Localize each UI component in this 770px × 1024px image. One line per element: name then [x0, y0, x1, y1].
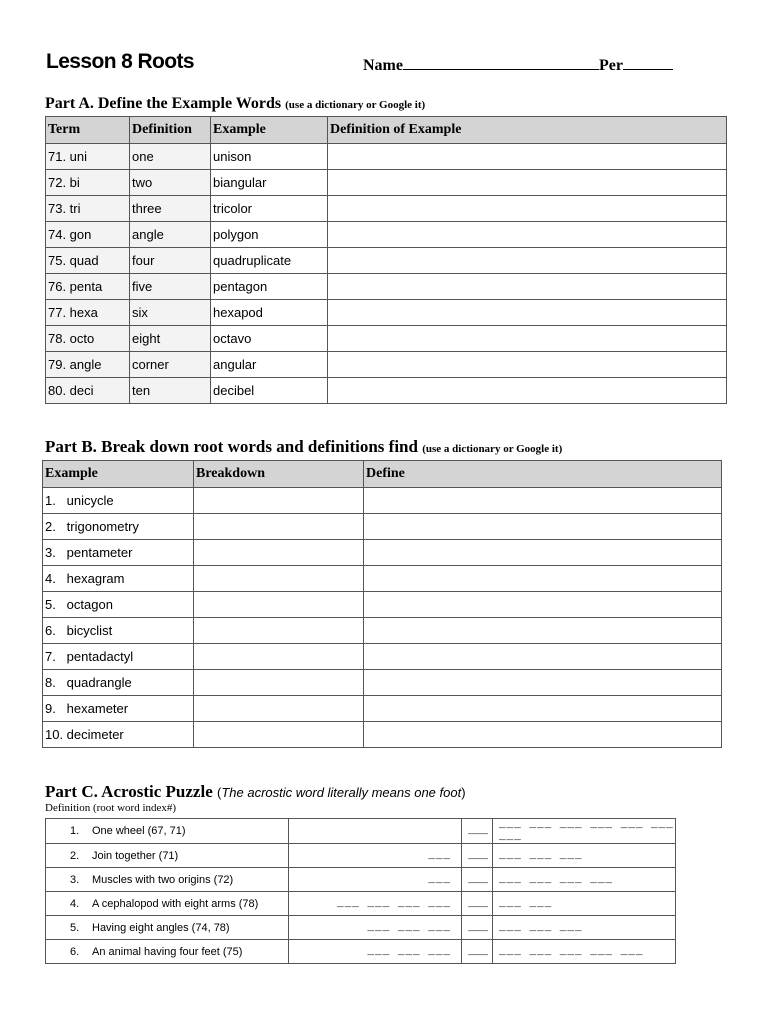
part-a-table	[45, 116, 727, 404]
left-blanks[interactable]	[289, 819, 462, 844]
breakdown-cell[interactable]	[194, 540, 364, 566]
table-row	[46, 844, 676, 868]
column-header: Term	[46, 117, 130, 144]
table-row	[43, 670, 722, 696]
breakdown-cell[interactable]	[194, 592, 364, 618]
clue-number: 4.	[70, 897, 80, 910]
example-cell: 4. hexagram	[43, 566, 194, 592]
definition-cell: two	[130, 170, 211, 196]
table-row	[46, 868, 676, 892]
name-blank[interactable]	[403, 55, 599, 70]
clue-cell	[46, 916, 289, 940]
part-a-heading	[45, 95, 425, 113]
clue-cell	[46, 892, 289, 916]
part-c-heading	[45, 782, 466, 802]
table-row	[43, 592, 722, 618]
answer-cell[interactable]	[328, 352, 727, 378]
define-cell[interactable]	[364, 488, 722, 514]
right-blanks[interactable]: ___ ___ ___ ___ ___	[493, 940, 676, 964]
column-header: Define	[364, 461, 722, 488]
table-row	[46, 170, 727, 196]
term-cell: 79. angle	[46, 352, 130, 378]
part-b-table	[42, 460, 722, 748]
answer-cell[interactable]	[328, 170, 727, 196]
term-cell: 71. uni	[46, 144, 130, 170]
part-a-title: Part A. Define the Example Words	[45, 95, 282, 112]
clue-cell	[46, 940, 289, 964]
answer-cell[interactable]	[328, 378, 727, 404]
table-row	[46, 222, 727, 248]
name-per-line	[363, 55, 673, 75]
term-cell: 77. hexa	[46, 300, 130, 326]
example-cell: biangular	[211, 170, 328, 196]
example-cell: 7. pentadactyl	[43, 644, 194, 670]
example-cell: pentagon	[211, 274, 328, 300]
column-header: Example	[211, 117, 328, 144]
breakdown-cell[interactable]	[194, 514, 364, 540]
table-row	[46, 378, 727, 404]
page-title: Lesson 8 Roots	[46, 50, 194, 73]
breakdown-cell[interactable]	[194, 696, 364, 722]
part-b-note: (use a dictionary or Google it)	[422, 443, 563, 455]
define-cell[interactable]	[364, 618, 722, 644]
term-cell: 72. bi	[46, 170, 130, 196]
breakdown-cell[interactable]	[194, 566, 364, 592]
clue-text: Muscles with two origins (72)	[92, 873, 234, 886]
define-cell[interactable]	[364, 722, 722, 748]
acrostic-letter-blank[interactable]: ___	[462, 819, 493, 844]
acrostic-letter-blank[interactable]: ___	[462, 892, 493, 916]
right-blanks[interactable]: ___ ___	[493, 892, 676, 916]
table-row	[46, 940, 676, 964]
definition-cell: three	[130, 196, 211, 222]
part-c-note-text: The acrostic word literally means one foot	[221, 785, 462, 800]
example-cell: 2. trigonometry	[43, 514, 194, 540]
table-row	[46, 916, 676, 940]
clue-text: Having eight angles (74, 78)	[92, 921, 230, 934]
table-row	[46, 248, 727, 274]
example-cell: 3. pentameter	[43, 540, 194, 566]
breakdown-cell[interactable]	[194, 618, 364, 644]
table-row	[46, 819, 676, 844]
table-row	[43, 618, 722, 644]
table-row	[43, 566, 722, 592]
clue-cell	[46, 868, 289, 892]
example-cell: unison	[211, 144, 328, 170]
answer-cell[interactable]	[328, 196, 727, 222]
definition-cell: six	[130, 300, 211, 326]
table-header-row	[43, 461, 722, 488]
table-row	[43, 540, 722, 566]
column-header: Example	[43, 461, 194, 488]
example-cell: tricolor	[211, 196, 328, 222]
right-blanks[interactable]: ___ ___ ___ ___	[493, 868, 676, 892]
part-a-note: (use a dictionary or Google it)	[285, 99, 426, 111]
table-row	[46, 892, 676, 916]
clue-cell	[46, 819, 289, 844]
term-cell: 74. gon	[46, 222, 130, 248]
example-cell: octavo	[211, 326, 328, 352]
clue-cell	[46, 844, 289, 868]
table-row	[46, 196, 727, 222]
term-cell: 73. tri	[46, 196, 130, 222]
breakdown-cell[interactable]	[194, 670, 364, 696]
table-row	[46, 326, 727, 352]
define-cell[interactable]	[364, 670, 722, 696]
breakdown-cell[interactable]	[194, 644, 364, 670]
table-header-row	[46, 117, 727, 144]
breakdown-cell[interactable]	[194, 722, 364, 748]
define-cell[interactable]	[364, 696, 722, 722]
answer-cell[interactable]	[328, 248, 727, 274]
acrostic-letter-blank[interactable]: ___	[462, 940, 493, 964]
example-cell: hexapod	[211, 300, 328, 326]
clue-text: An animal having four feet (75)	[92, 945, 243, 958]
clue-text: Join together (71)	[92, 849, 179, 862]
answer-cell[interactable]	[328, 144, 727, 170]
part-b-title: Part B. Break down root words and definitions find	[45, 437, 418, 456]
example-cell: polygon	[211, 222, 328, 248]
definition-cell: four	[130, 248, 211, 274]
column-header: Breakdown	[194, 461, 364, 488]
example-cell: 6. bicyclist	[43, 618, 194, 644]
column-header: Definition of Example	[328, 117, 727, 144]
right-blanks[interactable]: ___ ___ ___ ___ ___ ___ ___	[493, 819, 676, 844]
definition-cell: angle	[130, 222, 211, 248]
left-blanks[interactable]: ___	[289, 844, 462, 868]
example-cell: decibel	[211, 378, 328, 404]
clue-number: 6.	[70, 945, 80, 958]
table-row	[43, 696, 722, 722]
clue-number: 5.	[70, 921, 80, 934]
define-cell[interactable]	[364, 644, 722, 670]
name-label: Name	[363, 57, 403, 74]
term-cell: 78. octo	[46, 326, 130, 352]
table-row	[43, 722, 722, 748]
left-blanks[interactable]: ___ ___ ___	[289, 916, 462, 940]
table-row	[46, 274, 727, 300]
example-cell: quadruplicate	[211, 248, 328, 274]
example-cell: angular	[211, 352, 328, 378]
answer-cell[interactable]	[328, 274, 727, 300]
per-blank[interactable]	[623, 55, 673, 70]
answer-cell[interactable]	[328, 326, 727, 352]
breakdown-cell[interactable]	[194, 488, 364, 514]
acrostic-letter-blank[interactable]: ___	[462, 916, 493, 940]
clue-number: 2.	[70, 849, 80, 862]
table-row	[46, 144, 727, 170]
left-blanks[interactable]: ___ ___ ___	[289, 940, 462, 964]
right-blanks[interactable]: ___ ___ ___	[493, 844, 676, 868]
example-cell: 1. unicycle	[43, 488, 194, 514]
term-cell: 75. quad	[46, 248, 130, 274]
define-cell[interactable]	[364, 566, 722, 592]
clue-number: 3.	[70, 873, 80, 886]
example-cell: 5. octagon	[43, 592, 194, 618]
clue-text: A cephalopod with eight arms (78)	[92, 897, 259, 910]
acrostic-letter-blank[interactable]: ___	[462, 868, 493, 892]
part-c-note: (The acrostic word literally means one foot)	[216, 785, 466, 800]
per-label: Per	[598, 57, 623, 74]
table-row	[46, 300, 727, 326]
table-row	[43, 488, 722, 514]
part-c-title: Part C. Acrostic Puzzle	[45, 782, 213, 801]
definition-cell: ten	[130, 378, 211, 404]
clue-number: 1.	[70, 825, 80, 837]
example-cell: 10. decimeter	[43, 722, 194, 748]
define-cell[interactable]	[364, 514, 722, 540]
definition-cell: corner	[130, 352, 211, 378]
define-cell[interactable]	[364, 540, 722, 566]
part-b-heading	[45, 437, 562, 457]
column-header: Definition	[130, 117, 211, 144]
term-cell: 80. deci	[46, 378, 130, 404]
table-row	[43, 644, 722, 670]
table-row	[46, 352, 727, 378]
clue-text: One wheel (67, 71)	[92, 825, 186, 837]
part-c-subheading: Definition (root word index#)	[45, 802, 177, 814]
acrostic-table	[45, 818, 676, 964]
left-blanks[interactable]: ___ ___ ___ ___	[289, 892, 462, 916]
definition-cell: five	[130, 274, 211, 300]
acrostic-letter-blank[interactable]: ___	[462, 844, 493, 868]
definition-cell: one	[130, 144, 211, 170]
answer-cell[interactable]	[328, 222, 727, 248]
answer-cell[interactable]	[328, 300, 727, 326]
right-blanks[interactable]: ___ ___ ___	[493, 916, 676, 940]
table-row	[43, 514, 722, 540]
example-cell: 8. quadrangle	[43, 670, 194, 696]
left-blanks[interactable]: ___	[289, 868, 462, 892]
term-cell: 76. penta	[46, 274, 130, 300]
define-cell[interactable]	[364, 592, 722, 618]
definition-cell: eight	[130, 326, 211, 352]
example-cell: 9. hexameter	[43, 696, 194, 722]
